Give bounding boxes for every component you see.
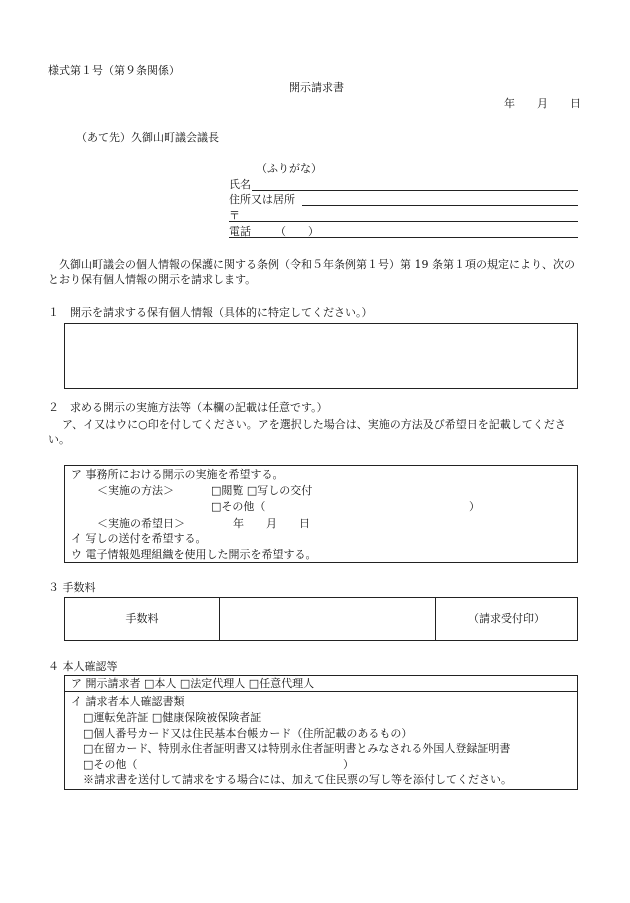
stamp-label: （請求受付印）	[468, 612, 545, 626]
identity-box	[64, 675, 578, 790]
intro-paragraph: 久御山町議会の個人情報の保護に関する条例（令和５年条例第１号）第 19 条第１項の規定により、次のとおり保有個人情報の開示を請求します。	[48, 258, 575, 287]
addressee: （あて先）久御山町議会議長	[76, 131, 219, 144]
section2-heading: ２ 求める開示の実施方法等（本欄の記載は任意です。）	[48, 401, 328, 414]
requester-type-row	[65, 676, 577, 692]
id-doc-other-close: ）	[343, 758, 354, 771]
section2-instruction: ア、イ又はウに○印を付してください。アを選択した場合は、実施の方法及び希望日を記載してください。	[48, 418, 566, 447]
disclosure-method-box	[64, 465, 578, 563]
postal-mark: 〒	[229, 209, 240, 222]
method-other[interactable]: □その他（	[211, 500, 266, 513]
phone-paren: （ ）	[275, 225, 319, 238]
id-doc-3[interactable]: □在留カード、特別永住者証明書又は特別永住者証明書とみなされる外国人登録証明書	[83, 742, 511, 755]
fee-table	[64, 597, 578, 641]
id-doc-other[interactable]: □その他（	[83, 758, 138, 771]
address-line[interactable]	[302, 205, 578, 206]
date-label: ＜実施の希望日＞	[97, 517, 185, 530]
section4-heading: ４ 本人確認等	[48, 660, 118, 673]
form-number: 様式第１号（第９条関係）	[48, 64, 180, 77]
phone-label: 電話	[229, 225, 251, 238]
postal-line[interactable]	[229, 221, 578, 222]
option-b[interactable]: イ 写しの送付を希望する。	[71, 532, 207, 545]
section1-heading: １ 開示を請求する保有個人情報（具体的に特定してください。）	[48, 306, 373, 319]
method-options[interactable]: □閲覧 □写しの交付	[211, 484, 313, 497]
id-docs-note: ※請求書を送付して請求をする場合には、加えて住民票の写し等を添付してください。	[83, 773, 512, 786]
address-label: 住所又は居所	[229, 193, 295, 206]
section3-heading: ３ 手数料	[48, 581, 96, 594]
phone-line[interactable]	[229, 237, 578, 238]
id-doc-2[interactable]: □個人番号カード又は住民基本台帳カード（住所記載のあるもの）	[83, 727, 413, 740]
desired-date[interactable]: 年 月 日	[233, 517, 310, 530]
requester-type[interactable]: ア 開示請求者 □本人 □法定代理人 □任意代理人	[71, 677, 315, 690]
requested-info-box[interactable]	[64, 323, 578, 389]
method-label: ＜実施の方法＞	[97, 484, 174, 497]
document-title: 開示請求書	[289, 81, 344, 94]
id-docs-title: イ 請求者本人確認書類	[71, 695, 185, 708]
option-c[interactable]: ウ 電子情報処理組織を使用した開示を希望する。	[71, 548, 317, 561]
fee-amount-cell[interactable]	[220, 598, 436, 640]
fee-label: 手数料	[125, 612, 159, 626]
option-a[interactable]: ア 事務所における開示の実施を希望する。	[71, 468, 284, 481]
name-line[interactable]	[252, 190, 578, 191]
furigana-label: （ふりがな）	[256, 162, 322, 175]
stamp-cell	[436, 598, 577, 640]
name-label: 氏名	[229, 178, 251, 191]
id-doc-1[interactable]: □運転免許証 □健康保険被保険者証	[83, 711, 262, 724]
date-field[interactable]: 年 月 日	[504, 97, 581, 110]
fee-label-cell	[65, 598, 220, 640]
method-other-close: ）	[469, 500, 480, 513]
